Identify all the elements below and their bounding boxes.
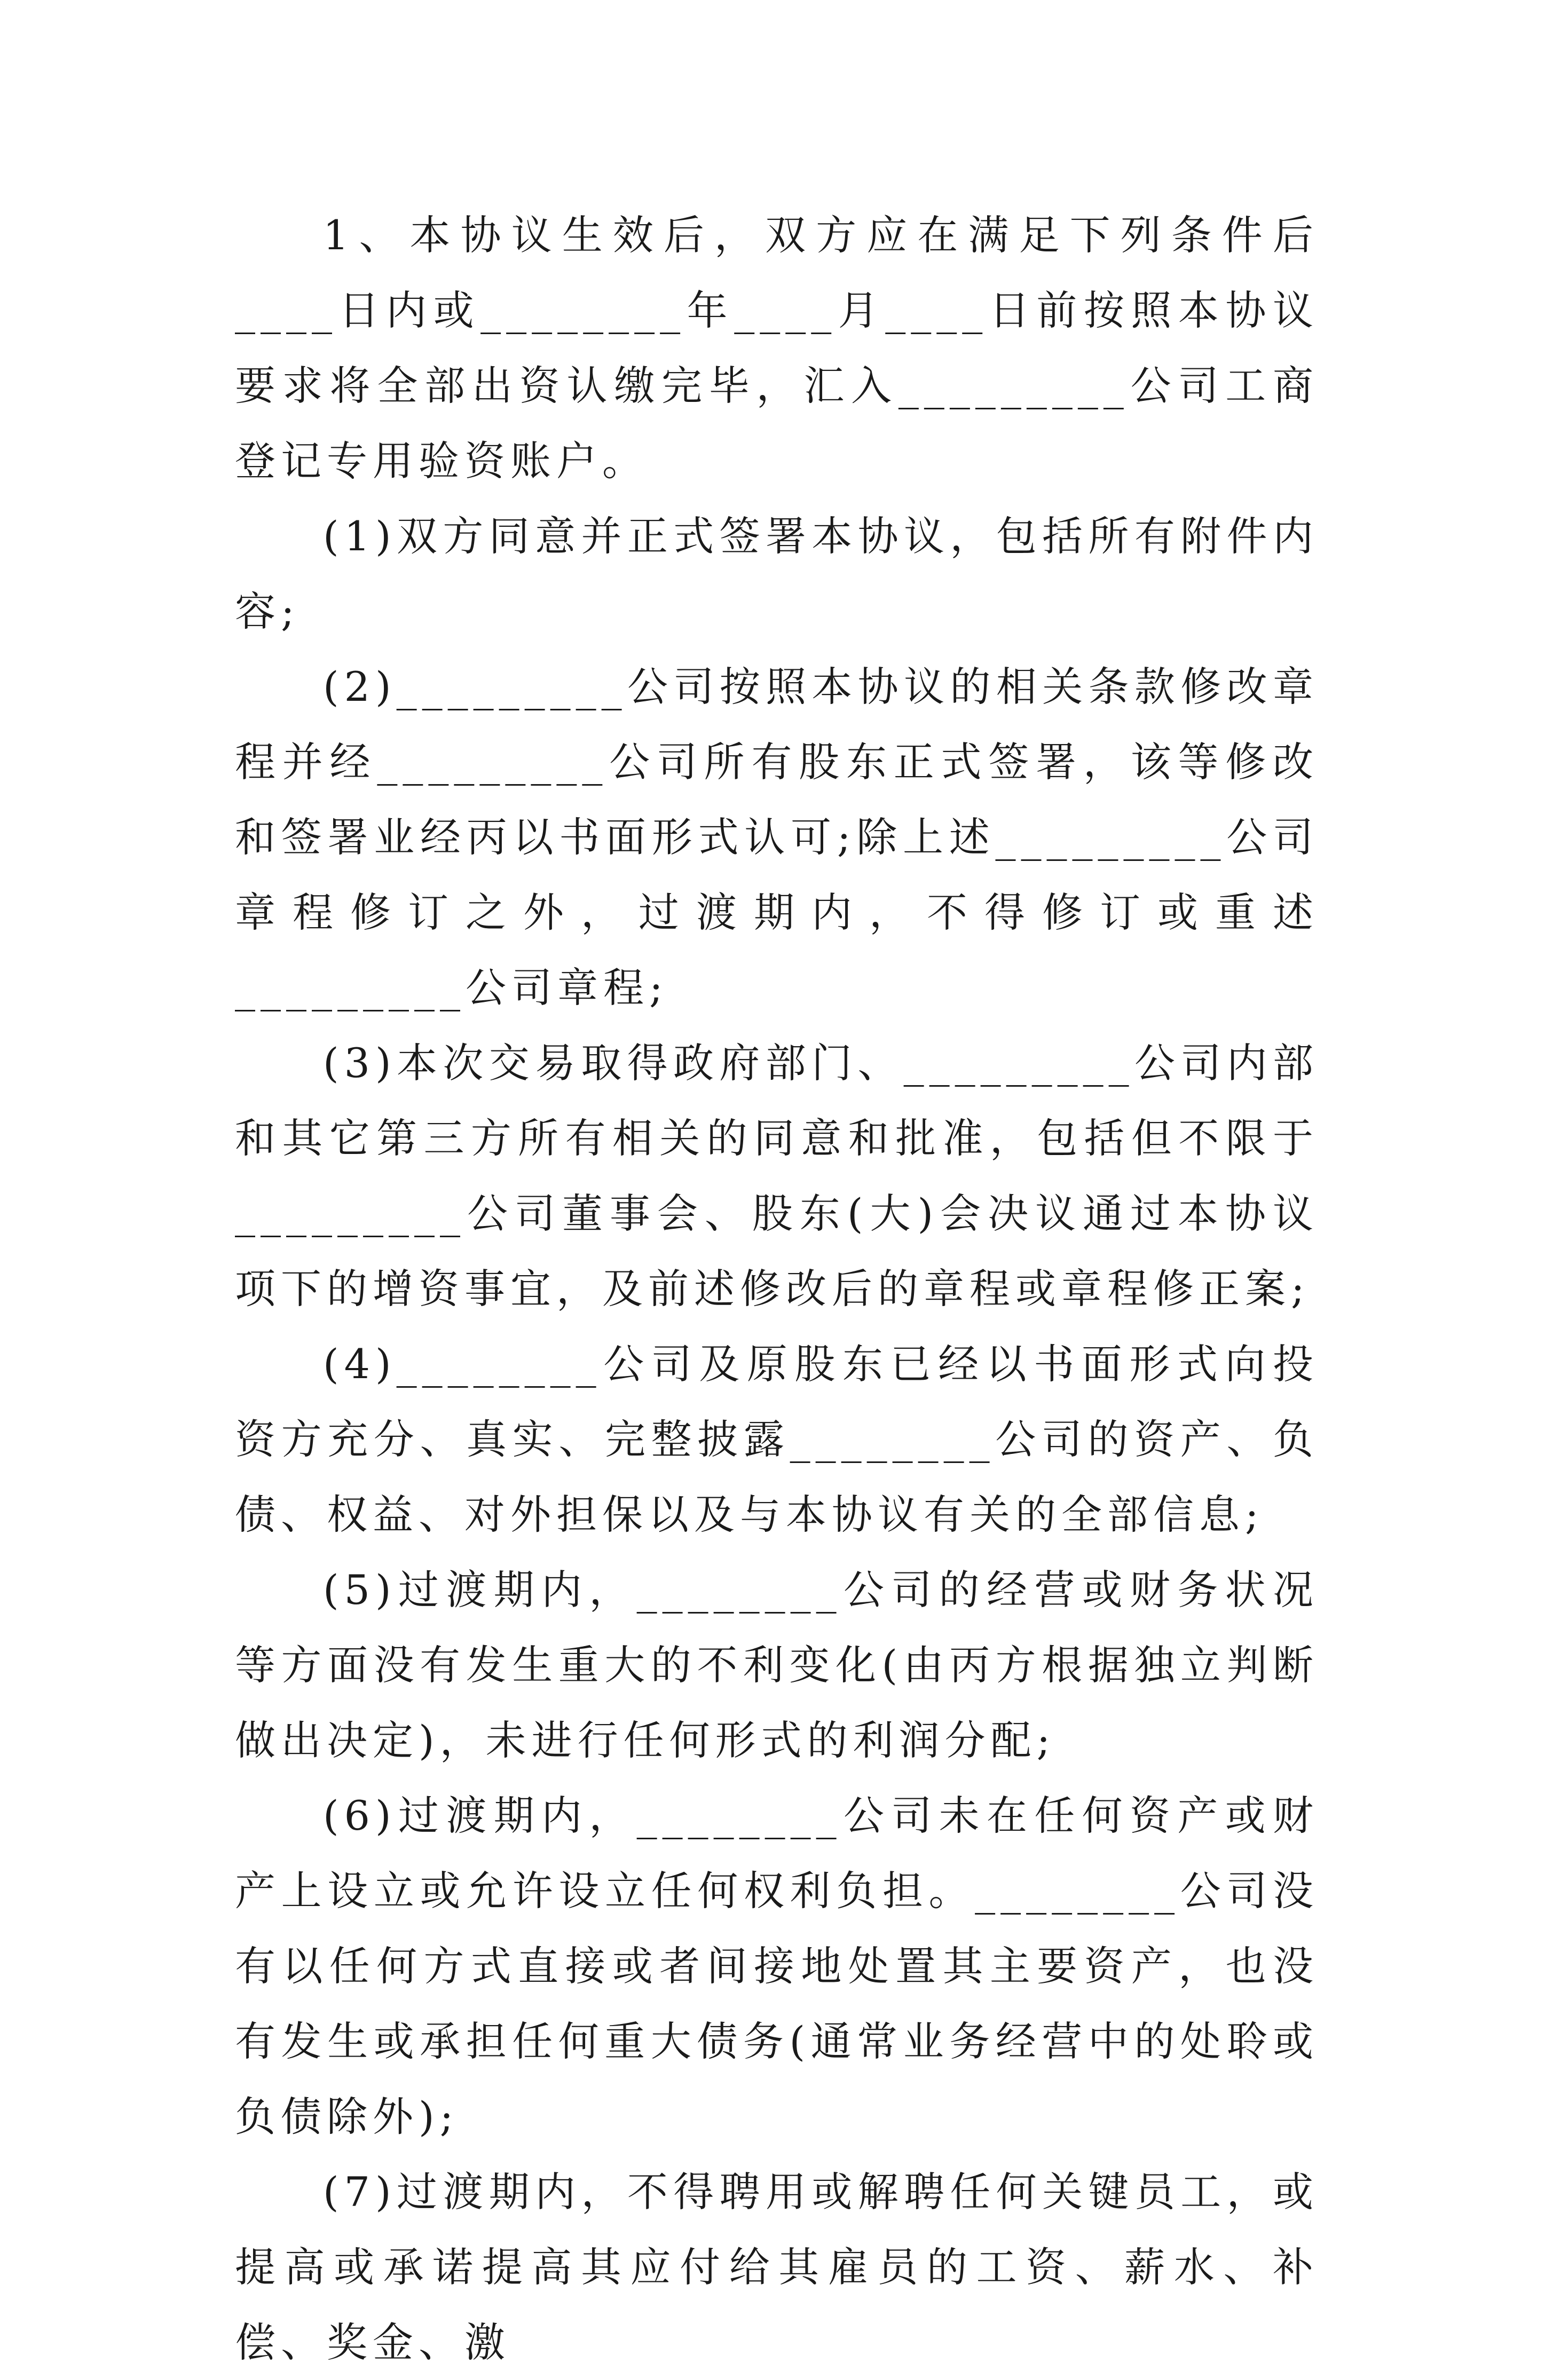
paragraph-condition-6: (6)过渡期内，________公司未在任何资产或财产上设立或允许设立任何权利负担。________公司没有以任何方式直接或者间接地处置其主要资产，也没有发生或承担任何重大债务(通常业务经营中的处聆或负债除外); [235,1792,1319,2140]
paragraph-condition-4: (4)________公司及原股东已经以书面形式向投资方充分、真实、完整披露________公司的资产、负债、权益、对外担保以及与本协议有关的全部信息; [235,1340,1319,1538]
paragraph-condition-5: (5)过渡期内，________公司的经营或财务状况等方面没有发生重大的不利变化(由丙方根据独立判断做出决定)，未进行任何形式的利润分配; [235,1566,1319,1764]
paragraph-clause-1: 1、本协议生效后，双方应在满足下列条件后____日内或________年____月____日前按照本协议要求将全部出资认缴完毕，汇入_________公司工商登记专用验资账户。 [235,211,1319,485]
document-body [235,197,1319,2380]
paragraph-condition-2: (2)_________公司按照本协议的相关条款修改章程并经_________公司所有股东正式签署，该等修改和签署业经丙以书面形式认可;除上述_________公司章程修订之外，过渡期内，不得修订或重述_________公司章程; [235,663,1319,1011]
paragraph-condition-1: (1)双方同意并正式签署本协议，包括所有附件内容; [235,512,1319,635]
paragraph-condition-3: (3)本次交易取得政府部门、_________公司内部和其它第三方所有相关的同意和批准，包括但不限于_________公司董事会、股东(大)会决议通过本协议项下的增资事宜，及前述修改后的章程或章程修正案; [235,1039,1319,1312]
paragraph-condition-7: (7)过渡期内，不得聘用或解聘任何关键员工，或提高或承诺提高其应付给其雇员的工资、薪水、补偿、奖金、激 [235,2168,1319,2366]
